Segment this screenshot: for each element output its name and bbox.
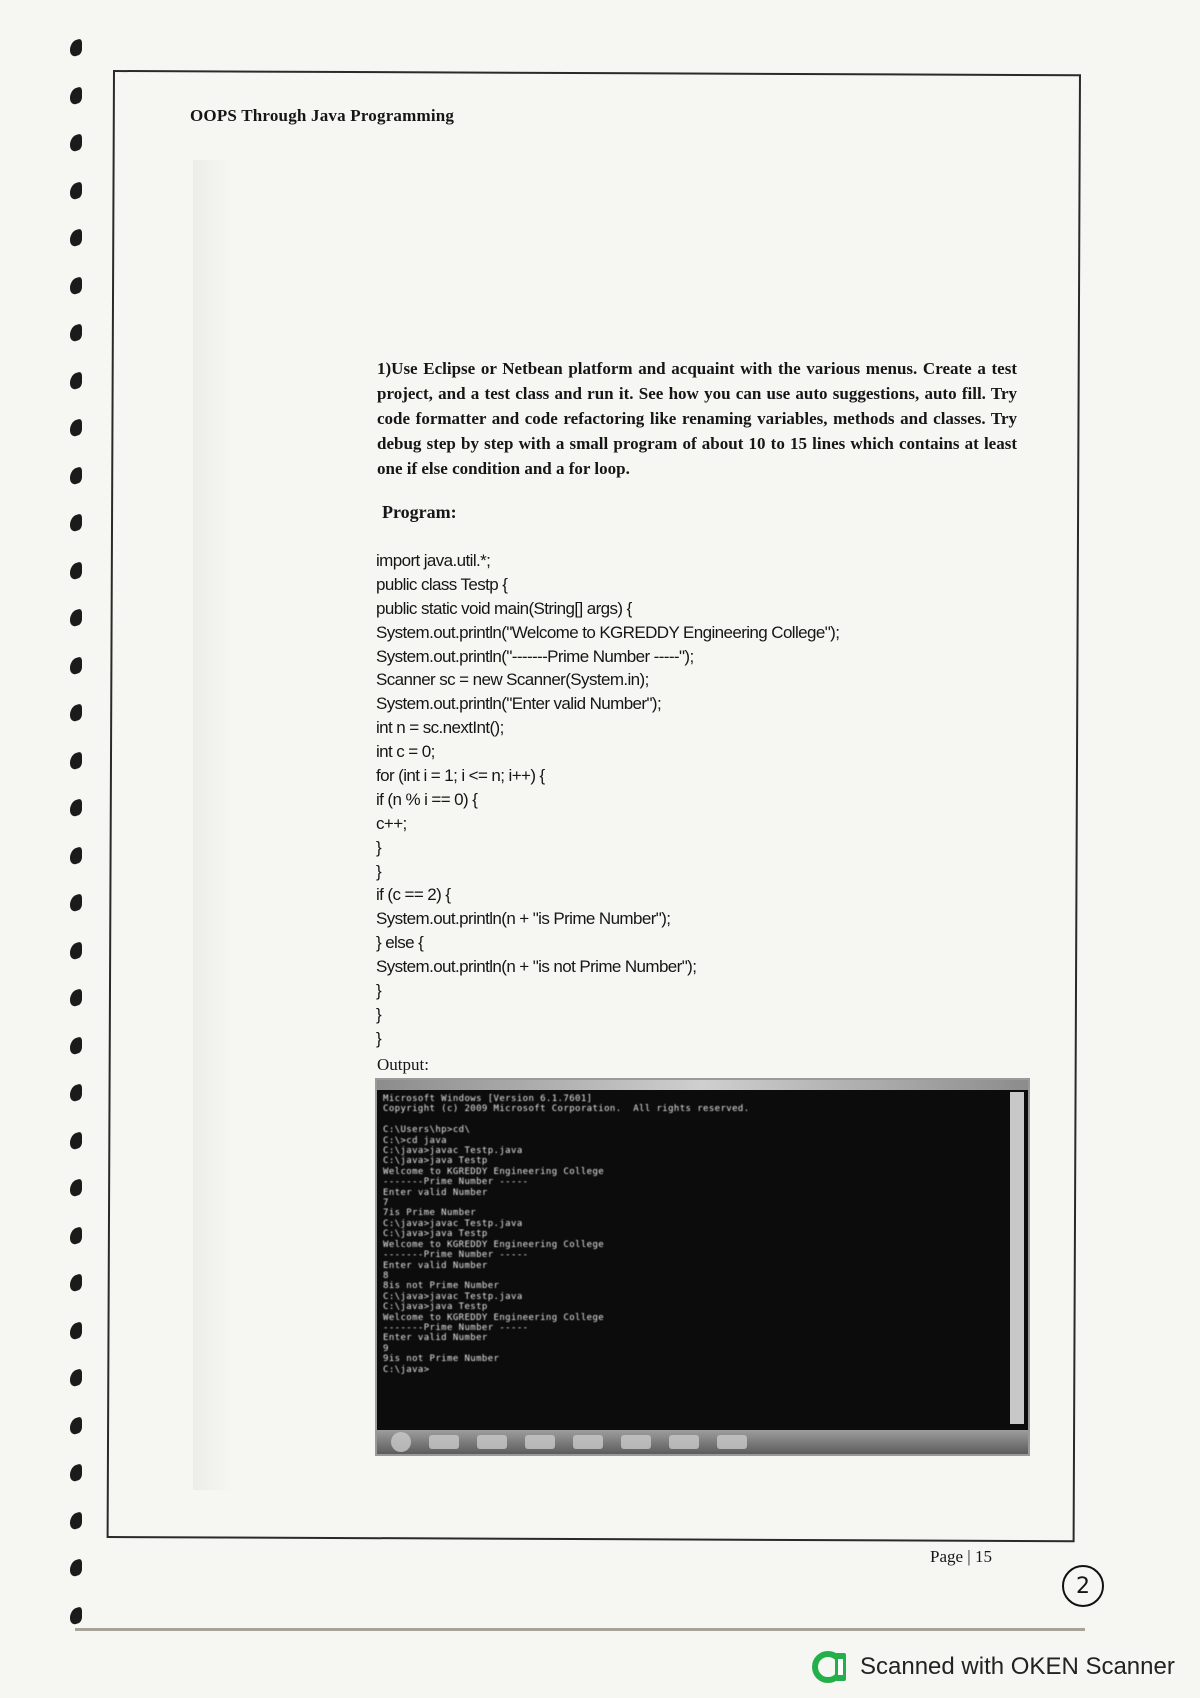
code-line: for (int i = 1; i <= n; i++) { bbox=[376, 766, 545, 786]
binding-hole bbox=[70, 133, 82, 153]
scan-shadow bbox=[193, 160, 233, 1490]
code-line: } else { bbox=[376, 933, 424, 953]
code-line: } bbox=[376, 1004, 382, 1024]
console-titlebar bbox=[377, 1080, 1028, 1090]
spiral-binding bbox=[70, 0, 90, 1640]
binding-hole bbox=[70, 86, 82, 106]
program-code bbox=[376, 549, 839, 1051]
taskbar-app-icon bbox=[525, 1435, 555, 1449]
console-screenshot bbox=[375, 1078, 1030, 1456]
binding-hole bbox=[70, 228, 82, 248]
binding-hole bbox=[70, 513, 82, 533]
code-line: System.out.println(n + "is not Prime Number"); bbox=[376, 957, 697, 977]
code-line: int c = 0; bbox=[376, 742, 435, 762]
binding-hole bbox=[70, 1368, 82, 1388]
binding-hole bbox=[70, 1226, 82, 1246]
code-line: System.out.println("-------Prime Number -----"); bbox=[376, 646, 694, 666]
start-button-icon bbox=[391, 1432, 411, 1452]
code-line: c++; bbox=[376, 813, 407, 833]
binding-hole bbox=[70, 988, 82, 1008]
binding-hole bbox=[70, 893, 82, 913]
binding-hole bbox=[70, 38, 82, 58]
binding-hole bbox=[70, 751, 82, 771]
oken-scanner-logo-icon bbox=[812, 1649, 848, 1685]
binding-hole bbox=[70, 418, 82, 438]
binding-hole bbox=[70, 1273, 82, 1293]
binding-hole bbox=[70, 941, 82, 961]
binding-hole bbox=[70, 656, 82, 676]
binding-hole bbox=[70, 1036, 82, 1056]
program-heading: Program: bbox=[382, 502, 457, 522]
code-line: if (n % i == 0) { bbox=[376, 789, 478, 809]
page-number: Page | 15 bbox=[930, 1547, 992, 1566]
binding-hole bbox=[70, 323, 82, 343]
code-line: public class Testp { bbox=[376, 574, 508, 594]
taskbar-app-icon bbox=[669, 1435, 699, 1449]
windows-taskbar bbox=[377, 1430, 1028, 1454]
binding-hole bbox=[70, 1558, 82, 1578]
binding-hole bbox=[70, 1511, 82, 1531]
code-line: } bbox=[376, 1028, 382, 1048]
output-heading: Output: bbox=[377, 1055, 429, 1074]
binding-hole bbox=[70, 846, 82, 866]
code-line: Scanner sc = new Scanner(System.in); bbox=[376, 670, 649, 690]
taskbar-app-icon bbox=[621, 1435, 651, 1449]
taskbar-app-icon bbox=[429, 1435, 459, 1449]
binding-hole bbox=[70, 798, 82, 818]
binding-hole bbox=[70, 1083, 82, 1103]
binding-hole bbox=[70, 466, 82, 486]
taskbar-app-icon bbox=[717, 1435, 747, 1449]
page-header-title: OOPS Through Java Programming bbox=[190, 106, 455, 125]
taskbar-app-icon bbox=[477, 1435, 507, 1449]
console-output-text: Microsoft Windows [Version 6.1.7601] Copyright (c) 2009 Microsoft Corporation. All rights reserved. C:\Users\hp>cd\ C:\>cd java C:\java>javac Testp.java C:\java>java Testp Welcome to KGREDDY Engineering College -------Prime Number ----- Enter valid Number 7 7is Prime Number C:\java>javac Testp.java C:\java>java Testp Welcome to KGREDDY Engineering College -------Prime Number ----- Enter valid Number 8 8is not Prime Number C:\java>javac Testp.java C:\java>java Testp Welcome to KGREDDY Engineering College -------Prime Number ----- Enter valid Number 9 9is not Prime Number C:\java> bbox=[383, 1094, 750, 1375]
binding-hole bbox=[70, 608, 82, 628]
code-line: public static void main(String[] args) { bbox=[376, 598, 632, 618]
binding-hole bbox=[70, 1321, 82, 1341]
binding-hole bbox=[70, 1463, 82, 1483]
binding-hole bbox=[70, 1131, 82, 1151]
code-line: System.out.println("Welcome to KGREDDY Engineering College"); bbox=[376, 622, 840, 642]
code-line: if (c == 2) { bbox=[376, 885, 451, 905]
paper-edge bbox=[75, 1628, 1085, 1631]
code-line: int n = sc.nextInt(); bbox=[376, 718, 504, 738]
binding-hole bbox=[70, 1606, 82, 1626]
handwritten-page-mark: 2 bbox=[1062, 1565, 1104, 1607]
binding-hole bbox=[70, 371, 82, 391]
binding-hole bbox=[70, 276, 82, 296]
taskbar-app-icon bbox=[573, 1435, 603, 1449]
scanner-watermark-text: Scanned with OKEN Scanner bbox=[860, 1653, 1175, 1680]
console-scrollbar bbox=[1010, 1092, 1024, 1424]
binding-hole bbox=[70, 561, 82, 581]
binding-hole bbox=[70, 181, 82, 201]
code-line: } bbox=[376, 981, 382, 1001]
code-line: } bbox=[376, 837, 382, 857]
code-line: } bbox=[376, 861, 382, 881]
code-line: System.out.println("Enter valid Number"); bbox=[376, 694, 662, 714]
code-line: import java.util.*; bbox=[376, 551, 491, 570]
binding-hole bbox=[70, 703, 82, 723]
code-line: System.out.println(n + "is Prime Number"); bbox=[376, 909, 671, 929]
scanner-watermark bbox=[812, 1647, 1175, 1687]
task-description: 1)Use Eclipse or Netbean platform and acquaint with the various menus. Create a test project, and a test class and run it. See how you can use auto suggestions, auto fill. Try code formatter and code refactoring like renaming variables, methods and classes. Try debug step by step with a small program of about 10 to 15 lines which contains at least one if else condition and a for loop. bbox=[377, 359, 1017, 478]
binding-hole bbox=[70, 1178, 82, 1198]
binding-hole bbox=[70, 1416, 82, 1436]
